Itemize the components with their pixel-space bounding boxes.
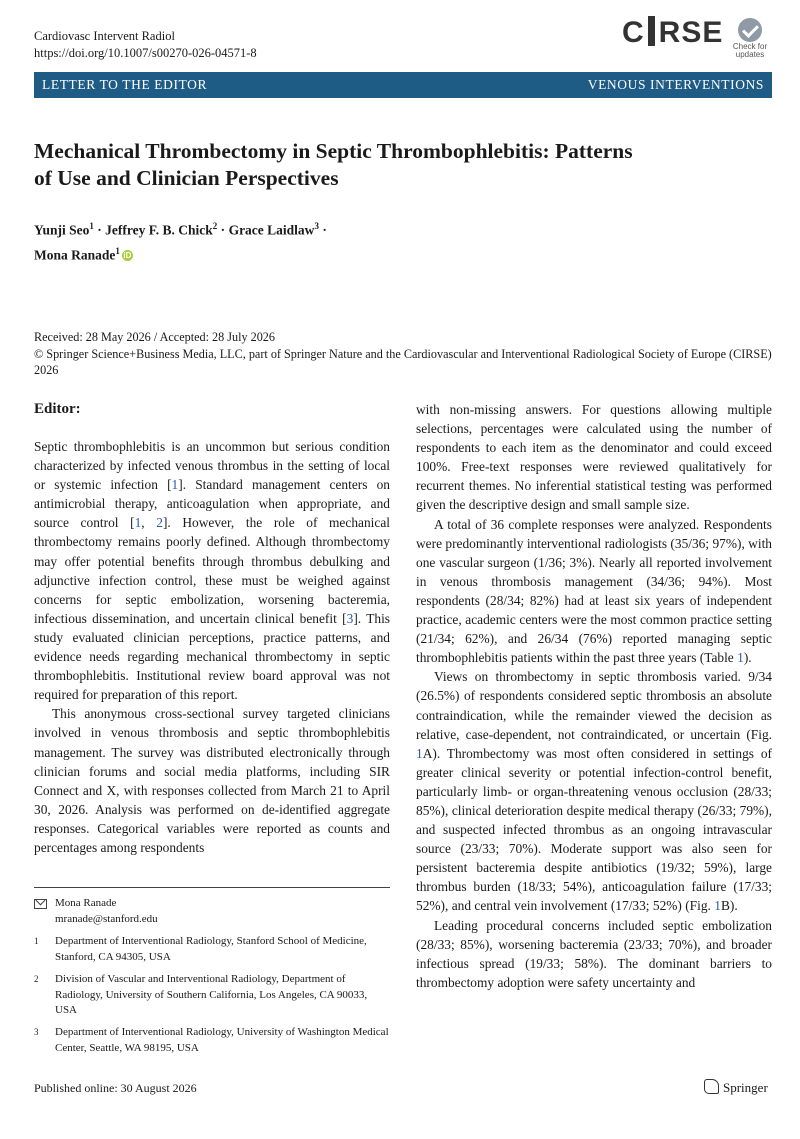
published-date: Published online: 30 August 2026 [34, 1081, 197, 1095]
right-paragraph-3: Views on thrombectomy in septic thrombosis varied. 9/34 (26.5%) of respondents considered septic thrombosis an absolute contraindication, while the remainder viewed the decision as relative, case-dependent, not contraindicated, or uncertain (Fig. 1A). Thrombectomy was most often considered in settings of greater clinical severity or potential infection-control benefit, particularly limb- or organ-threatening venous occlusion (28/33; 85%), clinical deterioration despite medical therapy (26/33; 79%), and suspected infected thrombus as an ongoing intravascular source (23/33; 70%). Moderate support was also seen for persistent bacteremia despite antibiotics (19/32; 59%), large thrombus burden (18/33; 54%), anticoagulation failure (17/33; 52%), and central vein involvement (17/33; 52%) (Fig. 1B). [416, 669, 772, 914]
article-section: VENOUS INTERVENTIONS [587, 77, 764, 92]
doi-link[interactable]: https://doi.org/10.1007/s00270-026-04571-8 [34, 46, 257, 60]
cirse-logo-bar [648, 16, 655, 46]
affiliation-1: 1 Department of Interventional Radiology, Stanford School of Medicine, Stanford, CA 94305, USA [34, 935, 367, 963]
figure-link[interactable]: 1 [714, 898, 721, 914]
left-paragraph-1: Septic thrombophlebitis is an uncommon but serious condition characterized by infected venous thrombus in the setting of local or systemic infection [1]. Standard management centers on antimicrobial therapy, anticoagulation when appropriate, and source control [1, 2]. However, the role of mechanical thrombectomy remains poorly defined. Although thrombectomy may offer potential benefits through thrombus debulking and adjunctive infection control, these must be weighed against concerns for septic embolization, worsening bacteremia, infectious dissemination, and uncertain clinical benefit [3]. This study evaluated clinician perceptions, practice patterns, and evidence needs regarding mechanical thrombectomy in septic thrombophlebitis. Institutional review board approval was not required for preparation of this report. [34, 439, 390, 703]
right-column [416, 400, 772, 992]
title-line-2: of Use and Clinician Perspectives [34, 166, 339, 190]
publisher-name: Springer [723, 1080, 768, 1095]
author-list: Yunji Seo$^1$ · Jeffrey F. B. Chick$^2$ · Grace Laidlaw$^3$ · Mona Ranade$^1$ iD [34, 221, 327, 262]
author-3[interactable]: Grace Laidlaw [228, 222, 315, 238]
corr-email[interactable]: mranade@stanford.edu [55, 912, 158, 925]
right-paragraph-1: with non-missing answers. For questions allowing multiple selections, percentages were calculated using the number of respondents to each item as the denominator and could exceed 100%. Free-text responses were reviewed qualitatively for recurrent themes. No inferential statistical testing was performed given the descriptive design and small sample size. [416, 402, 772, 513]
check-line1: Check for [732, 42, 768, 51]
publisher-logo [704, 1079, 768, 1096]
footnote-divider [34, 887, 390, 888]
journal-info [34, 28, 257, 62]
ref-link[interactable]: 2 [156, 515, 163, 531]
article-type: LETTER TO THE EDITOR [42, 77, 208, 92]
affiliation-2: 2 Division of Vascular and Interventional Radiology, Department of Radiology, University of Southern California, Los Angeles, CA 90033, USA [34, 973, 368, 1017]
cirse-logo [622, 16, 723, 50]
figure-link[interactable]: 1 [416, 745, 423, 761]
left-paragraph-2: This anonymous cross-sectional survey targeted clinicians involved in venous thrombosis and septic thrombophlebitis management. The survey was distributed electronically through clinician forums and social media platforms, including SIR Connect and X, with responses collected from March 21 to April 30, 2026. Analysis was performed on de-identified aggregate responses. Categorical variables were reported as counts and percentages among respondents [34, 706, 390, 855]
article-dates [34, 329, 772, 379]
cirse-logo-right: RSE [658, 16, 724, 49]
check-line2: updates [735, 50, 765, 59]
ref-link[interactable]: 3 [346, 610, 354, 626]
orcid-icon[interactable]: iD [123, 251, 132, 260]
corr-name: Mona Ranade [55, 897, 117, 909]
left-column [34, 400, 390, 857]
ref-link[interactable]: 1 [171, 477, 179, 493]
article-title [34, 138, 734, 192]
author-4[interactable]: Mona Ranade [34, 247, 116, 262]
received-accepted: Received: 28 May 2026 / Accepted: 28 July 2026 [34, 330, 275, 344]
check-for-updates-button[interactable] [728, 16, 772, 62]
table-link[interactable]: 1 [737, 650, 744, 666]
right-paragraph-4: Leading procedural concerns included septic embolization (28/33; 85%), worsening bacteremia (23/33; 70%), and broader infectious spread (19/33; 58%). The dominant barriers to thrombectomy adoption were safety uncertainty and [416, 917, 772, 990]
editor-heading: Editor: [34, 401, 81, 417]
section-banner [34, 72, 772, 98]
author-2[interactable]: Jeffrey F. B. Chick [105, 222, 213, 238]
ref-link[interactable]: 1 [134, 515, 142, 531]
envelope-icon [34, 899, 47, 909]
springer-horse-icon [704, 1079, 719, 1094]
author-1[interactable]: Yunji Seo [34, 222, 90, 238]
journal-name: Cardiovasc Intervent Radiol [34, 29, 175, 43]
cirse-logo-left: C [622, 16, 645, 49]
copyright: © Springer Science+Business Media, LLC, part of Springer Nature and the Cardiovascular and Interventional Radiological Society of Europe (CIRSE) 2026 [34, 346, 772, 377]
check-icon [738, 18, 762, 42]
affiliation-3: 3 Department of Interventional Radiology, University of Washington Medical Center, Seattle, WA 98195, USA [34, 1026, 389, 1054]
title-line-1: Mechanical Thrombectomy in Septic Thrombophlebitis: Patterns [34, 139, 633, 163]
right-paragraph-2: A total of 36 complete responses were analyzed. Respondents were predominantly interventional radiologists (35/36; 97%), with one vascular surgeon (1/36; 3%). Nearly all reported involvement in venous thrombosis management (34/36; 94%). Most respondents (28/34; 82%) had at least six years of independent practice, academic centers were the most common practice setting (21/34; 62%), and 26/34 (76%) reported managing septic thrombophlebitis patients within the past three years (Table 1). [416, 516, 772, 666]
corresponding-author [34, 896, 390, 928]
